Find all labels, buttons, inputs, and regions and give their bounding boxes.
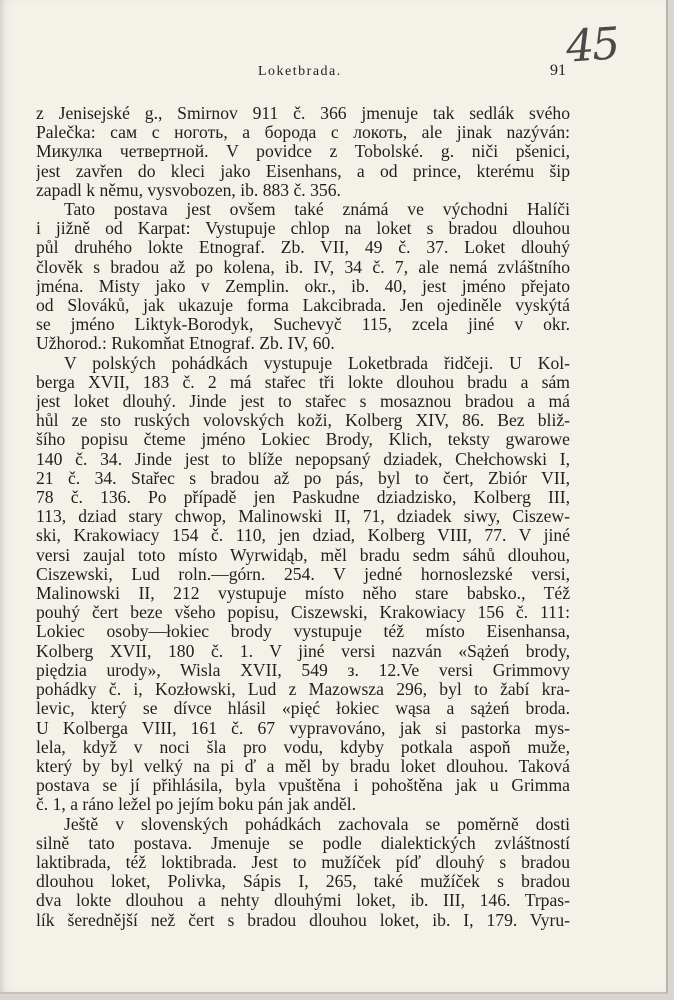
text-line: 21 č. 34. Stařec s bradou až po pás, byl to čert, Zbiór VII, bbox=[36, 468, 570, 488]
text-line: člověk s bradou až po kolena, ib. IV, 34 č. 7, ale nemá zvláštního bbox=[36, 257, 570, 277]
text-line: zapadl k němu, vysvobozen, ib. 883 č. 356. bbox=[36, 180, 341, 200]
text-line: č. 1, a ráno ležel po jejím boku pán jak anděl. bbox=[36, 795, 356, 815]
text-line: Ciszewski, Lud roln.—górn. 254. V jedné hornoslezské versi, bbox=[36, 564, 570, 584]
page-number: 91 bbox=[550, 62, 566, 79]
text-line: lela, když v noci šla pro vodu, kdyby potkala aspoň muže, bbox=[36, 737, 570, 757]
text-line: 78 č. 136. Po případě jen Paskudne dziadzisko, Kolberg III, bbox=[36, 488, 570, 508]
text-line: jest loket dlouhý. Jinde jest to stařec s mosaznou bradou a má bbox=[36, 392, 570, 412]
text-line: se jméno Liktyk-Borodyk, Suchevyč 115, zcela jiné v okr. bbox=[36, 315, 570, 335]
text-line: ski, Krakowiacy 154 č. 110, jen dziad, Kolberg VIII, 77. V jiné bbox=[36, 526, 570, 546]
text-line: lík šerednější než čert s bradou dlouhou loket, ib. I, 179. Vyru- bbox=[36, 910, 570, 930]
text-line: U Kolberga VIII, 161 č. 67 vypravováno, jak si pastorka mys- bbox=[36, 718, 570, 738]
text-line: pouhý čert beze všeho popisu, Ciszewski, Krakowiacy 156 č. 111: bbox=[36, 603, 570, 623]
text-line: půl druhého lokte Etnograf. Zb. VII, 49 č. 37. Loket dlouhý bbox=[36, 238, 570, 258]
text-line: postava se jí přihlásila, byla vpuštěna i pohoštěna jak u Grimma bbox=[36, 776, 570, 796]
text-line: dlouhou loket, Polivka, Sápis I, 265, také mužíček s bradou bbox=[36, 872, 570, 892]
text-line: dva lokte dlouhou a nehty dlouhými loket, ib. III, 146. Trpas- bbox=[36, 891, 570, 911]
text-line: V polských pohádkách vystupuje Loketbrada řidčeji. U Kol- bbox=[64, 353, 570, 373]
text-line: který by byl velký na pi ď a měl by bradu loket dlouhou. Taková bbox=[36, 756, 570, 776]
text-line: hůl ze sto ruských volovských koži, Kolberg XIV, 86. Bez bliž- bbox=[36, 411, 570, 431]
body-text bbox=[36, 104, 570, 930]
text-line: Микулка четвертной. V povidce z Tobolské. g. niči pšenici, bbox=[36, 142, 570, 162]
handwritten-page-note: 45 bbox=[564, 18, 620, 73]
text-line: šího popisu čteme jméno Lokiec Brody, Klich, teksty gwarowe bbox=[36, 430, 570, 450]
text-line: 140 č. 34. Jinde jest to blíže nepopsaný dziadek, Chełchowski I, bbox=[36, 449, 570, 469]
text-line: od Slováků, jak ukazuje forma Lakcibrada. Jen ojediněle vyskýtá bbox=[36, 296, 570, 316]
running-head: Loketbrada. bbox=[258, 64, 342, 79]
text-line: levic, který se dívce hlásil «pięć łokiec wąsa a sążeń broda. bbox=[36, 699, 570, 719]
text-line: jména. Misty jako v Zemplin. okr., ib. 40, jest jméno přejato bbox=[36, 276, 570, 296]
text-line: Palečka: сам с ноготь, а борода с локоть, ale jinak nazýván: bbox=[36, 123, 570, 143]
text-line: piędzia urody», Wisla XVII, 549 з. 12.Ve versi Grimmovy bbox=[36, 660, 570, 680]
text-line: laktibrada, též loktibrada. Jest to mužíček píď dlouhý s bradou bbox=[36, 852, 570, 872]
text-line: i jižně od Karpat: Vystupuje chlop na loket s bradou dlouhou bbox=[36, 219, 570, 239]
text-line: Tato postava jest ovšem také známá ve východni Halíči bbox=[64, 200, 570, 220]
text-line: Malinowski II, 212 vystupuje místo něho stare babsko., Též bbox=[36, 584, 570, 604]
text-line: Užhorod.: Rukomňat Etnograf. Zb. IV, 60. bbox=[36, 334, 335, 354]
text-line: versi zaujal toto místo Wyrwidąb, měl bradu sedm sáhů dlouhou, bbox=[36, 545, 570, 565]
text-line: Ještě v slovenských pohádkách zachovala se poměrně dosti bbox=[64, 814, 570, 834]
text-line: z Jenisejské g., Smirnov 911 č. 366 jmenuje tak sedlák svého bbox=[36, 104, 570, 123]
text-line: berga XVII, 183 č. 2 má stařec tři lokte dlouhou bradu a sám bbox=[36, 372, 570, 392]
text-line: silně tato postava. Jmenuje se podle dialektických zvláštností bbox=[36, 833, 570, 853]
text-line: jest zavřen do kleci jako Eisenhans, a od prince, kterému šip bbox=[36, 161, 570, 181]
text-line: 113, dziad stary chwop, Malinowski II, 71, dziadek siwy, Ciszew- bbox=[36, 507, 570, 527]
text-line: pohádky č. i, Kozłowski, Lud z Mazowsza 296, byl to žabí kra- bbox=[36, 680, 570, 700]
text-line: Kolberg XVII, 180 č. 1. V jiné versi nazván «Sążeń brody, bbox=[36, 641, 570, 661]
text-line: Lokiec osoby—łokiec brody vystupuje též místo Eisenhansa, bbox=[36, 622, 570, 642]
